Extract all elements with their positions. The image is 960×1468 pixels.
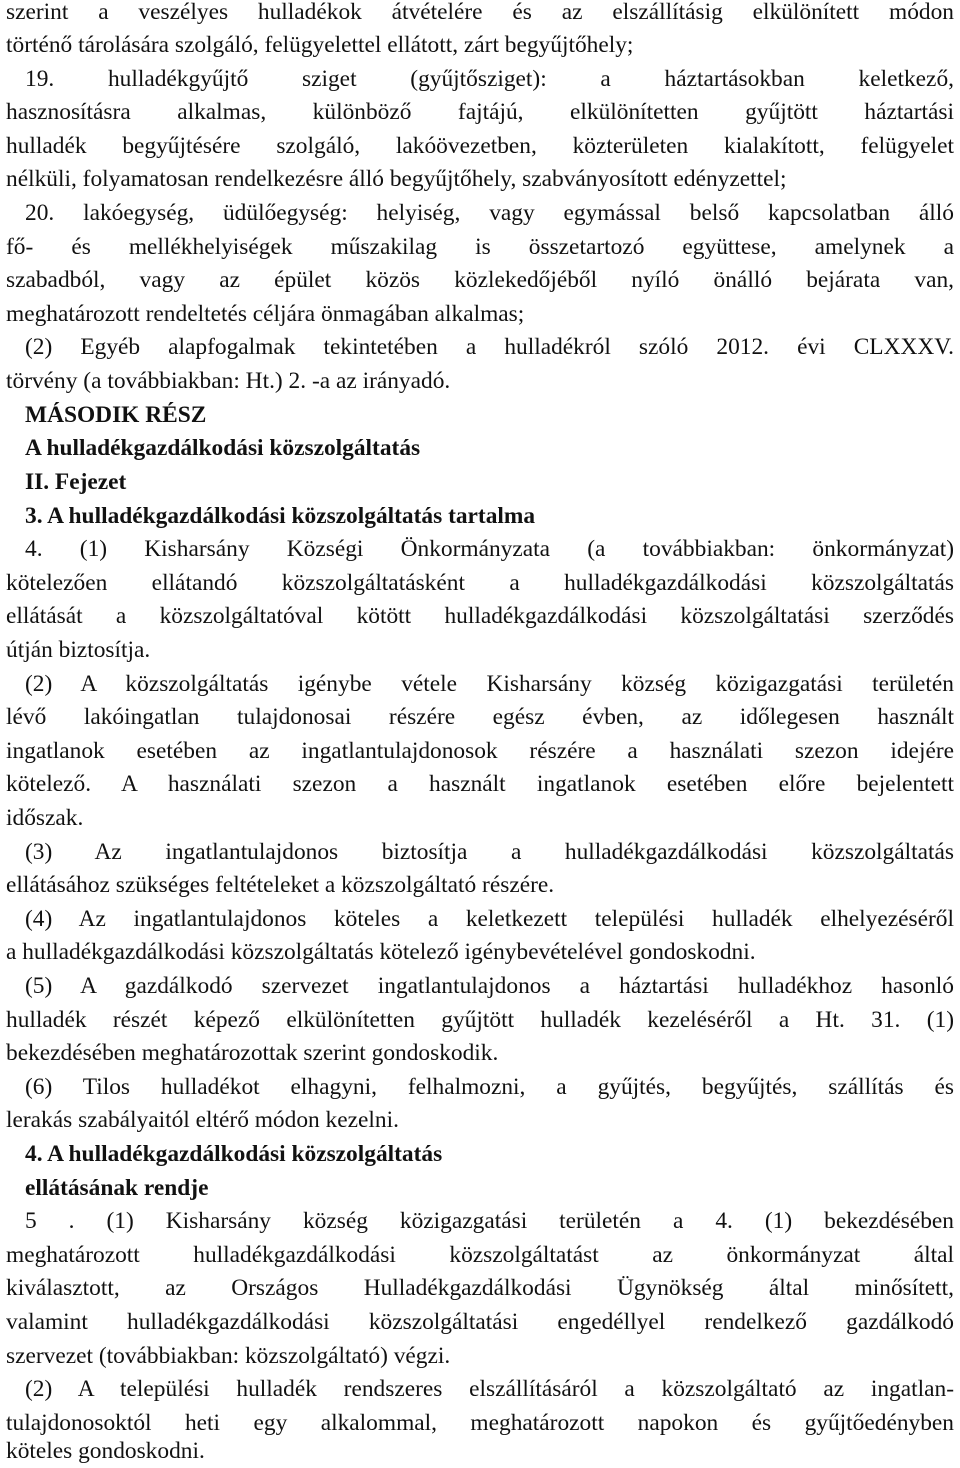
text-line: 20. lakóegység, üdülőegység: helyiség, vagy egymással belső kapcsolatban álló [25, 200, 954, 226]
text-line: kiválasztott, az Országos Hulladékgazdálkodási Ügynökség által minősített, [6, 1275, 954, 1301]
part-subtitle: A hulladékgazdálkodási közszolgáltatás [25, 435, 421, 461]
part-title: MÁSODIK RÉSZ [25, 402, 207, 428]
text-line: ellátásához szükséges feltételeket a közszolgáltató részére. [6, 872, 555, 898]
section-heading: ellátásának rendje [25, 1175, 209, 1201]
text-line: (2) Egyéb alapfogalmak tekintetében a hulladékról szóló 2012. évi CLXXXV. [25, 334, 954, 360]
text-line: meghatározott rendeltetés céljára önmagában alkalmas; [6, 301, 525, 327]
text-line: 5 . (1) Kisharsány község közigazgatási területén a 4. (1) bekezdésében [25, 1208, 954, 1234]
text-line: hulladék részét képező elkülönítetten gyűjtött hulladék kezeléséről a Ht. 31. (1) [6, 1007, 954, 1033]
text-line: útján biztosítja. [6, 637, 151, 663]
text-line: tulajdonosoktól heti egy alkalommal, meghatározott napokon és gyűjtőedényben [6, 1410, 954, 1436]
text-line: hasznosításra alkalmas, különböző fajtájú, elkülönítetten gyűjtött háztartási [6, 99, 954, 125]
text-line: lerakás szabályaitól eltérő módon kezelni. [6, 1107, 399, 1133]
text-line: bekezdésében meghatározottak szerint gondoskodik. [6, 1040, 499, 1066]
text-line: fő- és mellékhelyiségek műszakilag is összetartozó együttese, amelynek a [6, 234, 954, 260]
text-line: ingatlanok esetében az ingatlantulajdonosok részére a használati szezon idejére [6, 738, 954, 764]
text-line: szerint a veszélyes hulladékok átvételére és az elszállításig elkülönített módon [6, 0, 954, 25]
chapter-title: II. Fejezet [25, 469, 127, 495]
text-line: kötelezően ellátandó közszolgáltatásként a hulladékgazdálkodási közszolgáltatás [6, 570, 954, 596]
text-line: meghatározott hulladékgazdálkodási közszolgáltatást az önkormányzat által [6, 1242, 954, 1268]
text-line: nélküli, folyamatosan rendelkezésre álló begyűjtőhely, szabványosított edényzettel; [6, 166, 787, 192]
text-line: a hulladékgazdálkodási közszolgáltatás kötelező igénybevételével gondoskodni. [6, 939, 756, 965]
text-line: (2) A közszolgáltatás igénybe vétele Kisharsány község közigazgatási területén [25, 671, 954, 697]
text-line: 19. hulladékgyűjtő sziget (gyűjtősziget): a háztartásokban keletkező, [25, 66, 954, 92]
text-line: lévő lakóingatlan tulajdonosai részére egész évben, az időlegesen használt [6, 704, 954, 730]
text-line: valamint hulladékgazdálkodási közszolgáltatási engedéllyel rendelkező gazdálkodó [6, 1309, 954, 1335]
text-line: törvény (a továbbiakban: Ht.) 2. -a az irányadó. [6, 368, 451, 394]
text-line: kötelező. A használati szezon a használt ingatlanok esetében előre bejelentett [6, 771, 954, 797]
text-line: köteles gondoskodni. [6, 1438, 205, 1464]
text-line: (5) A gazdálkodó szervezet ingatlantulajdonos a háztartási hulladékhoz hasonló [25, 973, 954, 999]
text-line: hulladék begyűjtésére szolgáló, lakóövezetben, közterületen kialakított, felügyelet [6, 133, 954, 159]
text-line: 4. (1) Kisharsány Községi Önkormányzata (a továbbiakban: önkormányzat) [25, 536, 954, 562]
text-line: ellátását a közszolgáltatóval kötött hulladékgazdálkodási közszolgáltatási szerződés [6, 603, 954, 629]
text-line: történő tárolására szolgáló, felügyelettel ellátott, zárt begyűjtőhely; [6, 32, 634, 58]
text-line: szabadból, vagy az épület közös közlekedőjéből nyíló önálló bejárata van, [6, 267, 954, 293]
section-heading: 3. A hulladékgazdálkodási közszolgáltatás tartalma [25, 503, 536, 529]
text-line: időszak. [6, 805, 84, 831]
section-heading: 4. A hulladékgazdálkodási közszolgáltatás [25, 1141, 443, 1167]
text-line: (6) Tilos hulladékot elhagyni, felhalmozni, a gyűjtés, begyűjtés, szállítás és [25, 1074, 954, 1100]
text-line: (4) Az ingatlantulajdonos köteles a keletkezett települési hulladék elhelyezéséről [25, 906, 954, 932]
text-line: szervezet (továbbiakban: közszolgáltató) végzi. [6, 1343, 451, 1369]
text-line: (2) A települési hulladék rendszeres elszállításáról a közszolgáltató az ingatlan- [25, 1376, 954, 1402]
text-line: (3) Az ingatlantulajdonos biztosítja a hulladékgazdálkodási közszolgáltatás [25, 839, 954, 865]
